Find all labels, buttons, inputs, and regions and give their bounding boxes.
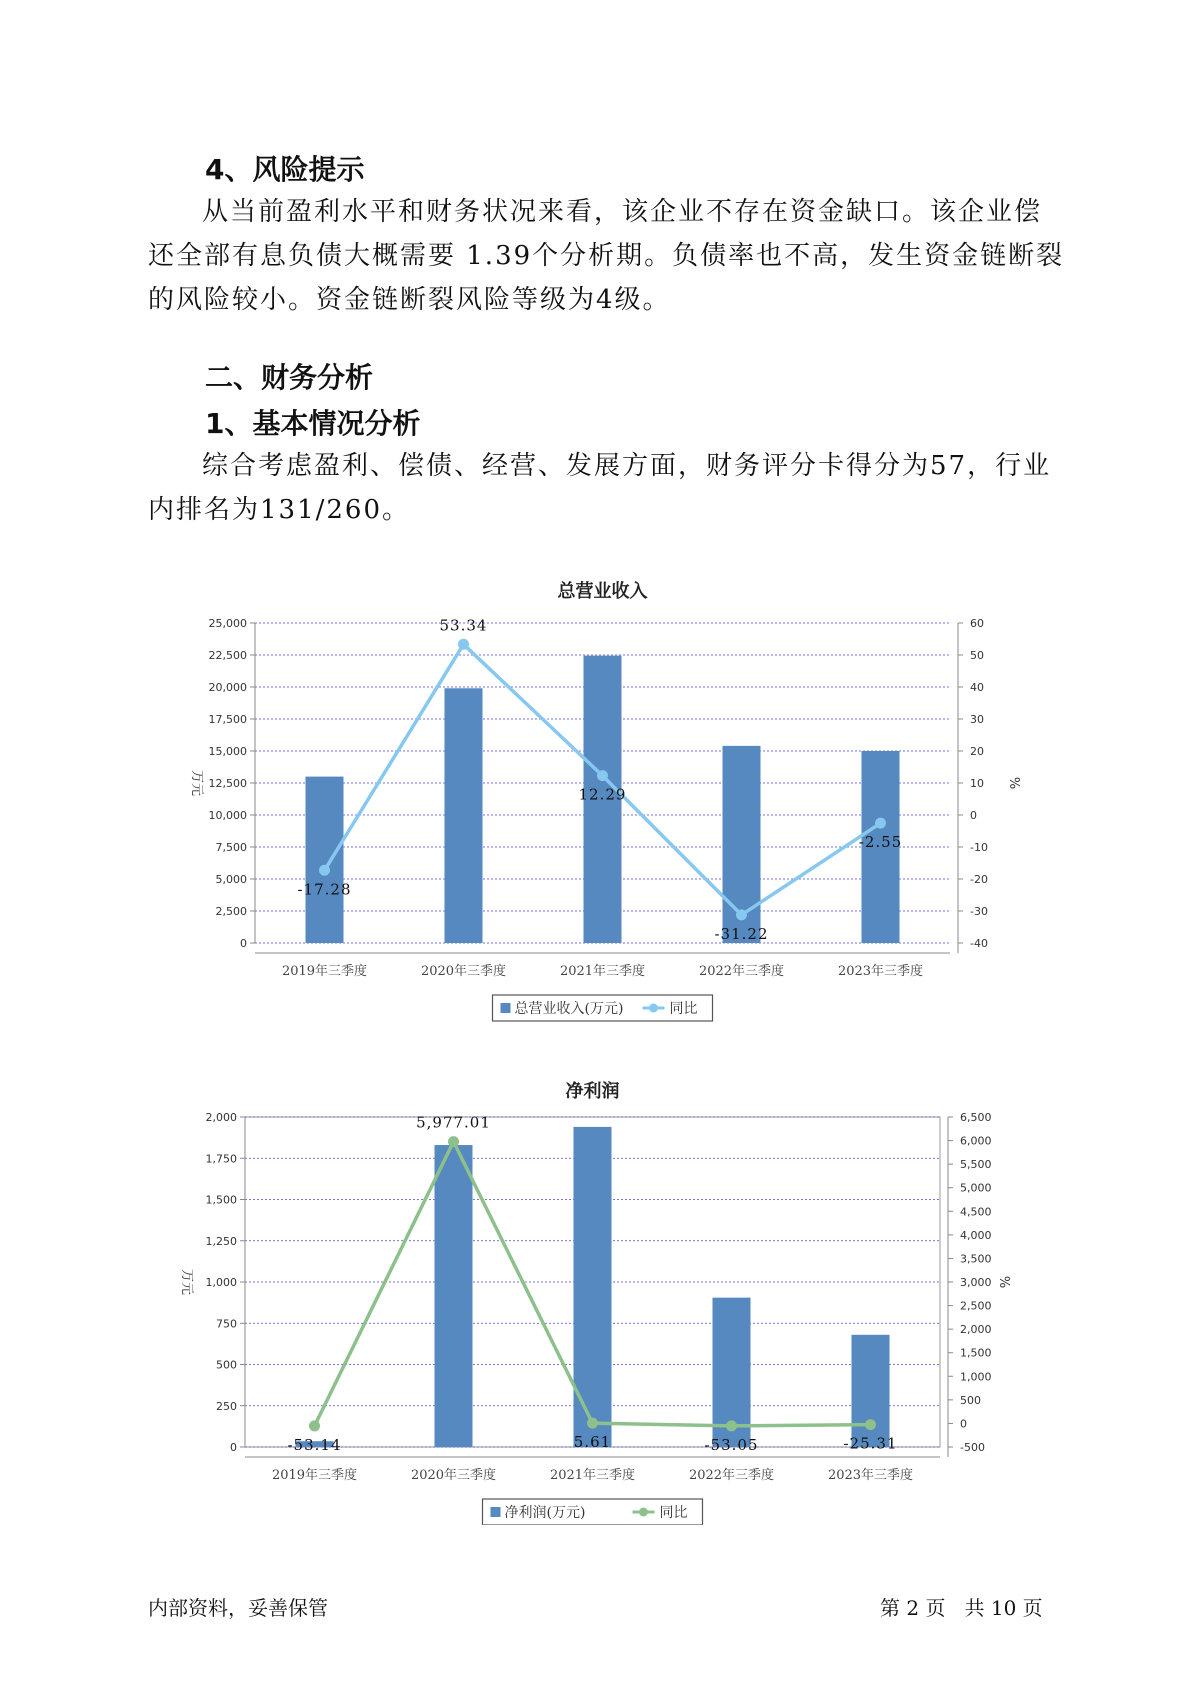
left-tick-label: 20,000 (208, 681, 247, 694)
right-tick-label: 0 (960, 1417, 967, 1431)
category-label: 2019年三季度 (281, 964, 368, 979)
right-tick-label: 6,500 (960, 1111, 992, 1124)
yoy-point (875, 818, 886, 829)
yoy-data-label: 12.29 (578, 785, 627, 804)
right-tick-label: 20 (970, 745, 984, 758)
left-tick-label: 1,500 (205, 1193, 237, 1207)
right-tick-label: 500 (960, 1393, 981, 1407)
right-tick-label: 2,000 (960, 1323, 992, 1337)
left-tick-label: 17,500 (208, 713, 247, 726)
right-tick-label: 1,500 (960, 1346, 992, 1360)
chart-title: 净利润 (565, 1081, 620, 1102)
yoy-data-label: -53.14 (287, 1435, 342, 1454)
right-tick-label: -20 (970, 873, 988, 886)
risk-heading: 4、风险提示 (205, 153, 365, 186)
left-tick-label: 22,500 (208, 649, 247, 662)
category-label: 2019年三季度 (271, 1468, 358, 1483)
yoy-data-label: 53.34 (439, 616, 488, 635)
left-tick-label: 15,000 (208, 745, 247, 758)
yoy-point (726, 1420, 737, 1431)
left-tick-label: 10,000 (208, 809, 247, 822)
risk-paragraph: 从当前盈利水平和财务状况来看，该企业不存在资金缺口。该企业偿还全部有息负债大概需要 1.39个分析期。负债率也不高，发生资金链断裂的风险较小。资金链断裂风险等级为4级。 (148, 197, 1065, 315)
left-tick-label: 1,000 (205, 1276, 237, 1289)
revenue-chart-svg (0, 575, 1191, 1025)
left-axis-title: 万元 (189, 769, 204, 797)
yoy-data-label: -25.31 (843, 1434, 898, 1453)
right-tick-label: -10 (970, 841, 988, 854)
yoy-point (458, 639, 469, 650)
left-tick-label: 2,500 (215, 905, 247, 918)
chart-title: 总营业收入 (557, 581, 648, 602)
yoy-data-label: -31.22 (714, 924, 769, 943)
left-tick-label: 2,000 (205, 1111, 237, 1124)
left-axis-title: 万元 (179, 1268, 194, 1296)
net-profit-chart-svg (0, 1075, 1191, 1525)
right-tick-label: 4,500 (960, 1205, 992, 1219)
legend-line-label: 同比 (669, 1001, 698, 1017)
category-label: 2020年三季度 (410, 1468, 497, 1483)
right-tick-label: 3,500 (960, 1252, 992, 1266)
legend-line-label: 同比 (659, 1505, 688, 1521)
left-tick-label: 7,500 (215, 841, 247, 854)
bar (306, 777, 344, 943)
yoy-point (736, 909, 747, 920)
right-tick-label: -40 (970, 937, 988, 950)
category-label: 2022年三季度 (688, 1468, 775, 1483)
yoy-data-label: -2.55 (858, 833, 903, 852)
footer-left: 内部资料，妥善保管 (148, 1596, 328, 1620)
yoy-data-label: -53.05 (704, 1435, 759, 1454)
category-label: 2020年三季度 (420, 964, 507, 979)
category-label: 2023年三季度 (827, 1468, 914, 1483)
left-tick-label: 5,000 (215, 873, 247, 886)
left-tick-label: 1,750 (205, 1152, 237, 1166)
legend-line-marker (649, 1004, 658, 1013)
yoy-data-label: -17.28 (297, 880, 352, 899)
left-tick-label: 0 (230, 1441, 237, 1454)
right-tick-label: 5,500 (960, 1158, 992, 1172)
right-tick-label: 2,500 (960, 1299, 992, 1313)
left-tick-label: 12,500 (208, 777, 247, 790)
right-tick-label: -500 (960, 1441, 985, 1454)
basic-paragraph: 综合考虑盈利、偿债、经营、发展方面，财务评分卡得分为57，行业内排名为131/260。 (148, 451, 1052, 525)
category-label: 2021年三季度 (549, 1468, 636, 1483)
category-label: 2022年三季度 (698, 964, 785, 979)
yoy-point (597, 770, 608, 781)
bar (852, 1335, 890, 1447)
right-axis-title: % (996, 1275, 1011, 1289)
right-tick-label: 50 (970, 649, 984, 662)
revenue-chart (0, 575, 1191, 1025)
left-tick-label: 1,250 (205, 1234, 237, 1248)
legend-bar-swatch (501, 1003, 511, 1013)
legend-bar-swatch (491, 1507, 501, 1517)
category-label: 2021年三季度 (559, 964, 646, 979)
yoy-data-label: 5.61 (573, 1433, 612, 1452)
right-tick-label: 5,000 (960, 1181, 992, 1195)
left-tick-label: 250 (216, 1399, 237, 1413)
yoy-point (309, 1420, 320, 1431)
yoy-point (319, 865, 330, 876)
left-tick-label: 0 (240, 937, 247, 950)
yoy-point (448, 1136, 459, 1147)
right-axis-title: % (1006, 776, 1021, 790)
finance-heading: 二、财务分析 (205, 361, 374, 394)
category-label: 2023年三季度 (837, 964, 924, 979)
yoy-point (587, 1418, 598, 1429)
legend-bar-label: 总营业收入(万元) (514, 1001, 624, 1017)
bar (445, 688, 483, 943)
right-tick-label: 60 (970, 617, 984, 630)
yoy-point (865, 1419, 876, 1430)
yoy-data-label: 5,977.01 (416, 1113, 491, 1132)
right-tick-label: 0 (970, 809, 977, 822)
basic-heading: 1、基本情况分析 (205, 407, 421, 440)
right-tick-label: 4,000 (960, 1228, 992, 1242)
right-tick-label: -30 (970, 905, 988, 918)
right-tick-label: 1,000 (960, 1370, 992, 1384)
left-tick-label: 500 (216, 1358, 237, 1372)
footer-page-number: 第 2 页 共 10 页 (880, 1596, 1043, 1620)
right-tick-label: 10 (970, 777, 984, 790)
bar (435, 1145, 473, 1447)
left-tick-label: 25,000 (208, 617, 247, 630)
right-tick-label: 6,000 (960, 1134, 992, 1148)
net-profit-chart (0, 1075, 1191, 1525)
left-tick-label: 750 (216, 1317, 237, 1331)
right-tick-label: 40 (970, 681, 984, 694)
right-tick-label: 30 (970, 713, 984, 726)
right-tick-label: 3,000 (960, 1276, 992, 1289)
legend-line-marker (639, 1508, 648, 1517)
legend-bar-label: 净利润(万元) (504, 1505, 586, 1521)
